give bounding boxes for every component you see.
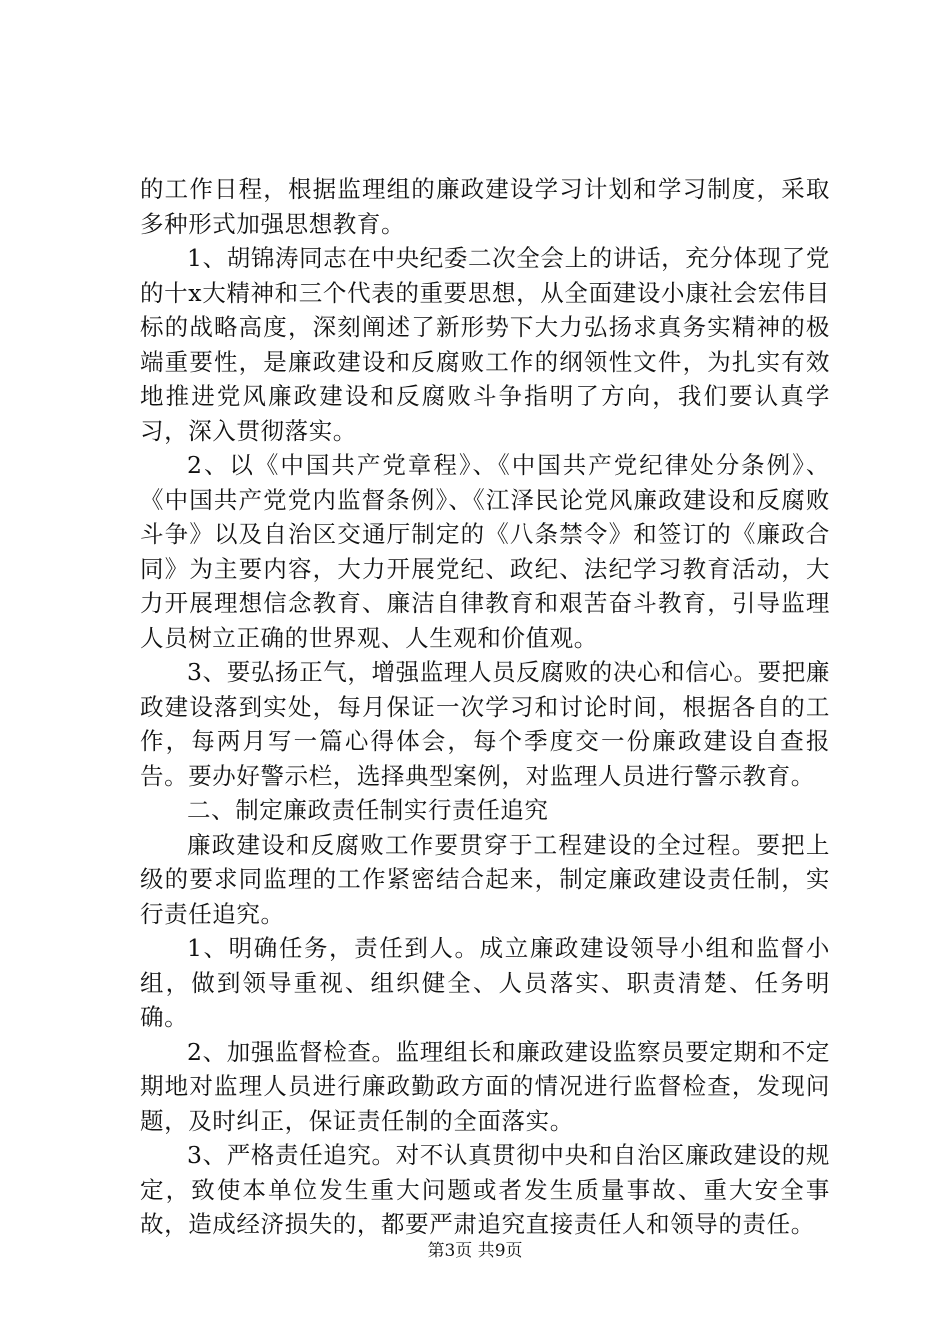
paragraph: 1、胡锦涛同志在中央纪委二次全会上的讲话，充分体现了党的十x大精神和三个代表的重要思想，从全面建设小康社会宏伟目标的战略高度，深刻阐述了新形势下大力弘扬求真务实精神的极端重要性，是廉政建设和反腐败工作的纲领性文件，为扎实有效地推进党风廉政建设和反腐败斗争指明了方向，我们要认真学习，深入贯彻落实。 bbox=[140, 244, 830, 445]
paragraph: 2、加强监督检查。监理组长和廉政建设监察员要定期和不定期地对监理人员进行廉政勤政方面的情况进行监督检查，发现问题，及时纠正，保证责任制的全面落实。 bbox=[140, 1037, 830, 1135]
paragraph: 3、严格责任追究。对不认真贯彻中央和自治区廉政建设的规定，致使本单位发生重大问题或者发生质量事故、重大安全事故，造成经济损失的，都要严肃追究直接责任人和领导的责任。 bbox=[140, 1141, 830, 1238]
paragraph: 的工作日程，根据监理组的廉政建设学习计划和学习制度，采取多种形式加强思想教育。 bbox=[140, 175, 830, 238]
section-heading: 二、制定廉政责任制实行责任追究 bbox=[187, 796, 549, 824]
paragraph: 2、以《中国共产党章程》、《中国共产党纪律处分条例》、《中国共产党党内监督条例》、《江泽民论党风廉政建设和反腐败斗争》以及自治区交通厅制定的《八条禁令》和签订的《廉政合同》为主要内容，大力开展党纪、政纪、法纪学习教育活动，大力开展理想信念教育、廉洁自律教育和艰苦奋斗教育，引导监理人员树立正确的世界观、人生观和价值观。 bbox=[140, 451, 830, 652]
paragraph: 3、要弘扬正气，增强监理人员反腐败的决心和信心。要把廉政建设落到实处，每月保证一次学习和讨论时间，根据各自的工作，每两月写一篇心得体会，每个季度交一份廉政建设自查报告。要办好警示栏，选择典型案例，对监理人员进行警示教育。 bbox=[140, 658, 830, 790]
page-number: 第3页 共9页 bbox=[427, 1241, 523, 1261]
paragraph: 廉政建设和反腐败工作要贯穿于工程建设的全过程。要把上级的要求同监理的工作紧密结合起来，制定廉政建设责任制，实行责任追究。 bbox=[140, 830, 830, 928]
paragraph: 1、明确任务，责任到人。成立廉政建设领导小组和监督小组，做到领导重视、组织健全、人员落实、职责清楚、任务明确。 bbox=[140, 934, 830, 1031]
document-body bbox=[140, 172, 830, 1242]
page-footer bbox=[0, 1240, 950, 1262]
